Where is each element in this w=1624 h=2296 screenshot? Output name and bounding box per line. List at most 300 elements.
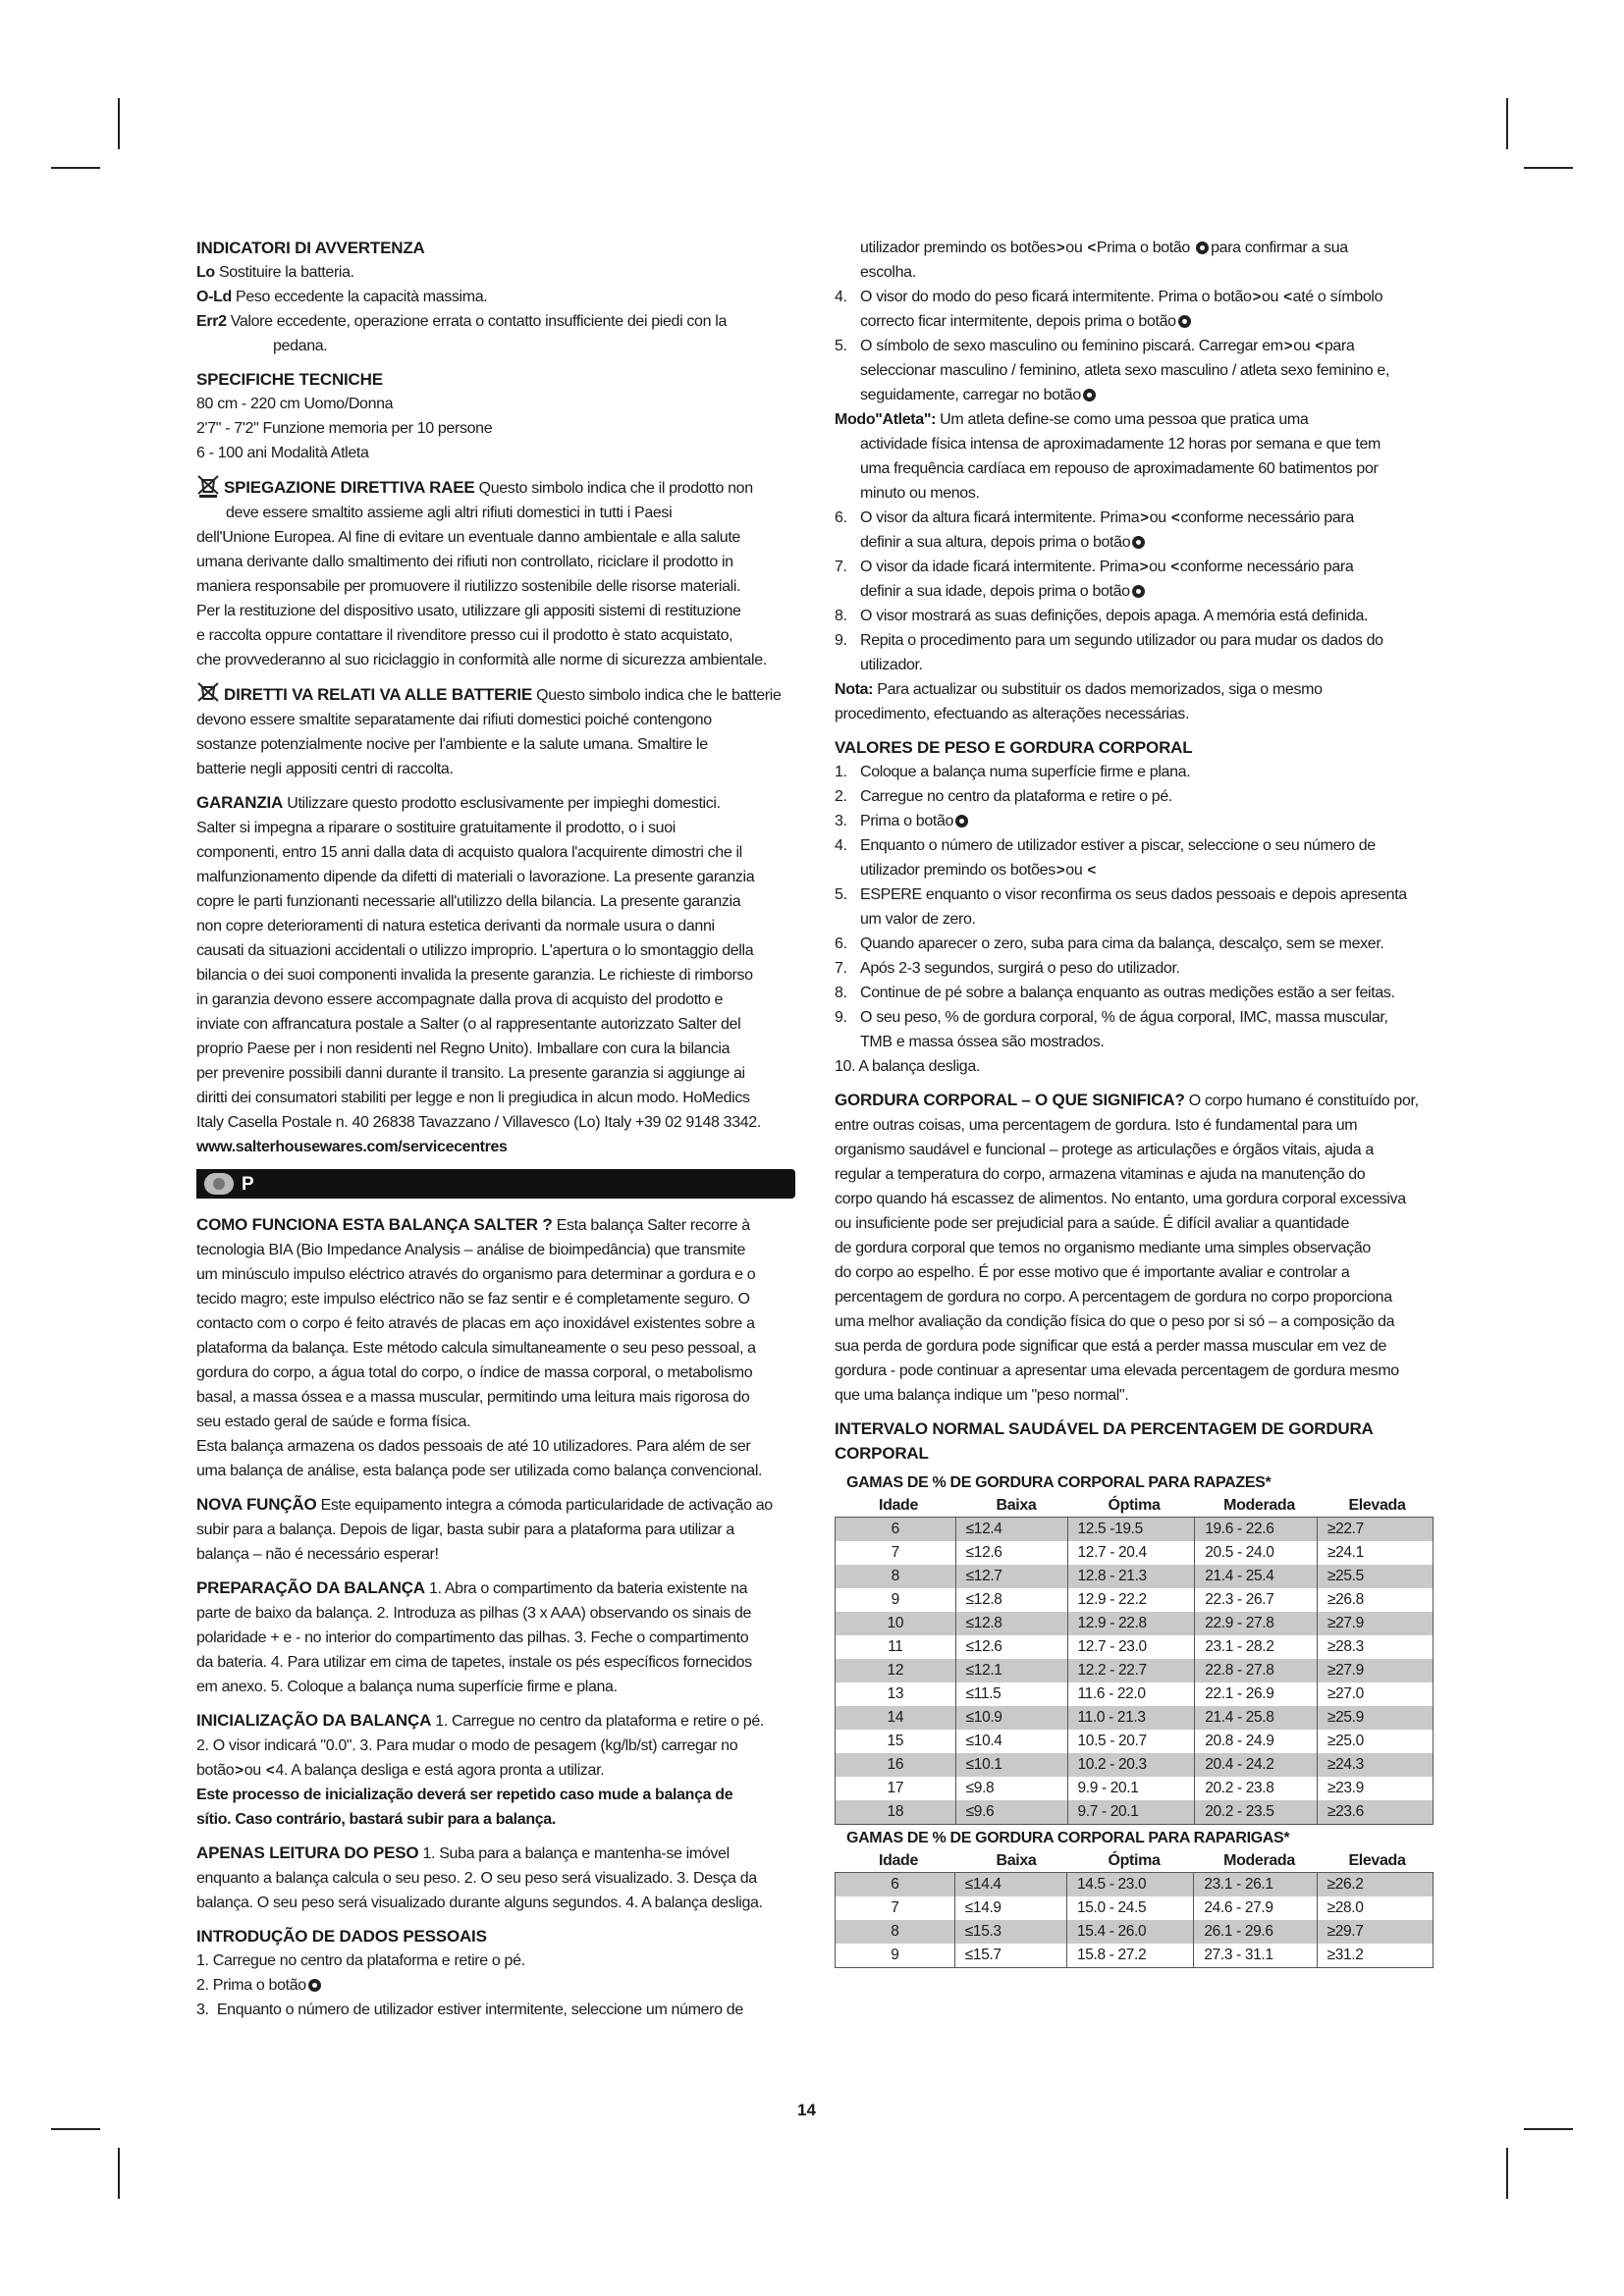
table-cell: ≤10.4 [955, 1730, 1067, 1753]
section-title: SPECIFICHE TECNICHE [196, 370, 383, 389]
text-line: subir para a balança. Depois de ligar, basta subir para a plataforma para utilizar a [196, 1522, 734, 1538]
table-cell: 9.9 - 20.1 [1067, 1777, 1195, 1800]
table-row [836, 1588, 1434, 1612]
left-arrow-icon: < [1170, 509, 1180, 526]
text-line [196, 1841, 795, 1866]
text-line [860, 309, 1434, 334]
right-column [835, 236, 1434, 1968]
spec-line: 80 cm - 220 cm Uomo/Donna [196, 396, 394, 412]
table-cell: 11.6 - 22.0 [1067, 1682, 1195, 1706]
list-item [835, 285, 1434, 334]
table-cell: ≤9.6 [955, 1800, 1067, 1825]
section-title: NOVA FUNÇÃO [196, 1495, 317, 1514]
text-line: seleccionar masculino / feminino, atleta sexo masculino / atleta sexo feminino e, [860, 362, 1390, 379]
section-title: GORDURA CORPORAL – O QUE SIGNIFICA? [835, 1091, 1185, 1109]
item-number: 2. [835, 788, 847, 805]
column-header: Idade [878, 1852, 919, 1869]
section-title: SPIEGAZIONE DIRETTIVA RAEE [224, 478, 475, 497]
flag-icon [204, 1173, 234, 1195]
text-fragment: Para actualizar ou substituir os dados memorizados, siga o mesmo [877, 681, 1323, 698]
text-line: ou insuficiente pode ser prejudicial para a saúde. É difícil avaliar a quantidade [835, 1215, 1350, 1232]
text-line [860, 858, 1434, 882]
warning-code: Lo [196, 264, 215, 281]
table-cell: 24.6 - 27.9 [1194, 1896, 1317, 1920]
text-line: gordura - pode continuar a apresentar uma elevada percentagem de gordura mesmo [835, 1362, 1399, 1379]
text-line: O seu peso, % de gordura corporal, % de água corporal, IMC, massa muscular, [860, 1009, 1388, 1026]
text-line: minuto ou menos. [860, 485, 980, 502]
text-fragment: conforme necessário para [1179, 559, 1354, 575]
list-item [835, 956, 1434, 981]
text-line: Questo simbolo indica che il prodotto non [478, 480, 753, 497]
list-item [835, 1054, 1434, 1079]
table-cell: 20.2 - 23.8 [1195, 1777, 1318, 1800]
left-arrow-icon: < [1087, 862, 1096, 879]
text-line [860, 809, 1434, 833]
text-line [860, 506, 1434, 530]
crossed-bin-icon [196, 681, 222, 705]
right-arrow-icon: > [235, 1762, 244, 1779]
table-cell: 7 [836, 1896, 955, 1920]
text-line: escolha. [860, 264, 916, 281]
table-cell: 26.1 - 29.6 [1194, 1920, 1317, 1944]
text-line: malfunzionamento dipende da difetti di materiali o lavorazione. La presente garanzia [196, 869, 755, 885]
table-cell: ≥28.0 [1317, 1896, 1433, 1920]
table-cell: ≤12.7 [955, 1565, 1067, 1588]
column-header: Idade [878, 1497, 919, 1514]
battery-first-line [196, 681, 795, 708]
list-item [835, 628, 1434, 677]
warning-text: Peso eccedente la capacità massima. [236, 289, 488, 305]
text-line: diritti dei consumatori stabiliti per legge e non li pregiudica in alcun modo. HoMedics [196, 1090, 750, 1106]
warning-item [196, 260, 795, 285]
crop-mark [118, 2148, 120, 2199]
table-cell: ≥28.3 [1317, 1635, 1433, 1659]
text-line: entre outras coisas, uma percentagem de gordura. Isto é fundamental para um [835, 1117, 1358, 1134]
table-cell: 22.9 - 27.8 [1195, 1612, 1318, 1635]
section-title: DIRETTI VA RELATI VA ALLE BATTERIE [224, 685, 532, 704]
table-cell: ≥24.3 [1317, 1753, 1433, 1777]
crop-mark [1524, 2128, 1573, 2130]
list-item [835, 981, 1434, 1005]
text-line: che provvederanno al suo riciclaggio in conformità alle norme di sicurezza ambientale. [196, 652, 767, 668]
column-header: Elevada [1348, 1497, 1406, 1514]
table-cell: 11 [836, 1635, 956, 1659]
text-line: corpo quando há escassez de alimentos. No entanto, uma gordura corporal excessiva [835, 1191, 1406, 1207]
table-cell: ≤14.9 [954, 1896, 1066, 1920]
column-header: Elevada [1348, 1852, 1406, 1869]
warning-code: Err2 [196, 313, 227, 330]
text-fragment: ou [1065, 862, 1083, 879]
table-cell: ≤10.1 [955, 1753, 1067, 1777]
table-row [836, 1873, 1434, 1897]
text-line: copre le parti funzionanti necessarie all'utilizzo della bilancia. La presente garanzia [196, 893, 741, 910]
text-line: bilancia o dei suoi componenti invalida la presente garanzia. Le richieste di rimborso [196, 967, 753, 984]
text-line: do corpo ao espelho. É por esse motivo que é importante avaliar e controlar a [835, 1264, 1350, 1281]
table-row [836, 1659, 1434, 1682]
text-line: 1. Suba para a balança e mantenha-se imóvel [422, 1845, 730, 1862]
text-fragment: Prima o botão [1096, 240, 1190, 256]
table-cell: ≥31.2 [1317, 1944, 1433, 1968]
table-cell: 18 [836, 1800, 956, 1825]
text-line: em anexo. 5. Coloque a balança numa superfície firme e plana. [196, 1679, 618, 1695]
item-number: 3. [196, 2002, 209, 2018]
body-fat-meaning-section [835, 1088, 1434, 1408]
service-url[interactable]: www.salterhousewares.com/servicecentres [196, 1139, 508, 1155]
text-line: plataforma da balança. Este método calcula simultaneamente o seu peso pessoal, a [196, 1340, 756, 1357]
item-number: 5. [835, 886, 847, 903]
section-title: VALORES DE PESO E GORDURA CORPORAL [835, 738, 1193, 757]
table-cell: 21.4 - 25.8 [1195, 1706, 1318, 1730]
text-line: Utilizzare questo prodotto esclusivamente per impieghi domestici. [287, 795, 721, 812]
table-row [836, 1730, 1434, 1753]
item-number: 1. [196, 1952, 209, 1969]
text-line: causati da situazioni accidentali o utilizzo improprio. L'apertura o lo smontaggio della [196, 942, 754, 959]
item-number: 9. [835, 1009, 847, 1026]
bold-note: Este processo de inicialização deverá ser repetido caso mude a balança de [196, 1787, 733, 1803]
battery-section [196, 681, 795, 781]
column-header: Moderada [1223, 1852, 1295, 1869]
section-title: GARANZIA [196, 793, 284, 812]
weee-first-line [196, 474, 795, 501]
text-line: O visor mostrará as suas definições, depois apaga. A memória está definida. [860, 608, 1369, 624]
text-line [835, 677, 1434, 702]
text-line: que uma balança indique um "peso normal". [835, 1387, 1129, 1404]
warning-text-cont: pedana. [273, 338, 328, 354]
set-button-icon [1196, 241, 1209, 254]
left-arrow-icon: < [1315, 338, 1324, 354]
text-line: ESPERE enquanto o visor reconfirma os seus dados pessoais e depois apresenta [860, 886, 1407, 903]
section-title: INTRODUÇÃO DE DADOS PESSOAIS [196, 1927, 487, 1946]
table-cell: 12.5 -19.5 [1067, 1518, 1195, 1542]
text-fragment: ou [1293, 338, 1311, 354]
table-caption: GAMAS DE % DE GORDURA CORPORAL PARA RAPARIGAS* [846, 1830, 1290, 1846]
list-item [196, 1973, 795, 1998]
text-fragment: O visor da idade ficará intermitente. Prima [860, 559, 1139, 575]
right-arrow-icon: > [1056, 240, 1065, 256]
text-line [196, 1575, 795, 1601]
text-line: de gordura corporal que temos no organismo mediante uma simples observação [835, 1240, 1371, 1256]
text-fragment: correcto ficar intermitente, depois prima o botão [860, 313, 1176, 330]
text-line: componenti, entro 15 anni dalla data di acquisto qualora l'acquirente dimostri che il [196, 844, 742, 861]
set-button-icon [1178, 315, 1191, 328]
text-fragment: para [1324, 338, 1355, 354]
text-line: polaridade + e - no interior do compartimento das pilhas. 3. Feche o compartimento [196, 1629, 749, 1646]
table-row [836, 1777, 1434, 1800]
table-cell: ≤12.8 [955, 1588, 1067, 1612]
warning-item [196, 285, 795, 309]
text-line: Carregue no centro da plataforma e retire o pé. [860, 788, 1172, 805]
list-item [835, 784, 1434, 809]
table-cell: ≤9.8 [955, 1777, 1067, 1800]
text-line: uma melhor avaliação da condição física do que o peso por si só – a composição da [835, 1313, 1395, 1330]
text-line: Repita o procedimento para um segundo utilizador ou para mudar os dados do [860, 632, 1383, 649]
table-cell: ≤12.8 [955, 1612, 1067, 1635]
text-line [196, 1708, 795, 1734]
text-line [835, 1088, 1434, 1113]
left-arrow-icon: < [265, 1762, 275, 1779]
item-number: 6. [835, 509, 847, 526]
text-line: Esta balança Salter recorre à [556, 1217, 750, 1234]
table-cell: ≤10.9 [955, 1706, 1067, 1730]
list-item [835, 334, 1434, 407]
text-line [860, 285, 1434, 309]
text-fragment: A balança desliga. [858, 1058, 980, 1075]
crop-mark [1506, 98, 1508, 149]
weee-section [196, 474, 795, 672]
table-cell: 20.2 - 23.5 [1195, 1800, 1318, 1825]
table-cell: ≤11.5 [955, 1682, 1067, 1706]
text-line [196, 1492, 795, 1518]
column-header: Moderada [1223, 1497, 1295, 1514]
crossed-bin-icon [196, 474, 222, 498]
table-cell: ≤12.6 [955, 1541, 1067, 1565]
range-table-title: INTERVALO NORMAL SAUDÁVEL DA PERCENTAGEM DE GORDURA CORPORAL [835, 1419, 1373, 1463]
text-line: Este equipamento integra a cómoda particularidade de activação ao [320, 1497, 773, 1514]
spec-line: 6 - 100 ani Modalità Atleta [196, 445, 369, 461]
text-line [860, 334, 1434, 358]
girls-fat-table [835, 1872, 1434, 1968]
text-line: 1. Carregue no centro da plataforma e retire o pé. [435, 1713, 764, 1730]
table-row [836, 1518, 1434, 1542]
text-line: Após 2-3 segundos, surgirá o peso do utilizador. [860, 960, 1180, 977]
boys-fat-table [835, 1517, 1434, 1825]
text-line: seu estado geral de saúde e forma física. [196, 1414, 471, 1430]
table-cell: 9 [836, 1944, 955, 1968]
text-line: dell'Unione Europea. Al fine di evitare un eventuale danno ambientale e alla salute [196, 529, 740, 546]
item-number: 6. [835, 935, 847, 952]
warning-text: Valore eccedente, operazione errata o contatto insufficiente dei piedi con la [230, 313, 727, 330]
list-item [835, 604, 1434, 628]
table-cell: 12.9 - 22.2 [1067, 1588, 1195, 1612]
page-number: 14 [797, 2101, 816, 2119]
text-line: balança. O seu peso será visualizado durante alguns segundos. 4. A balança desliga. [196, 1895, 763, 1911]
list-item [835, 932, 1434, 956]
table-cell: 22.1 - 26.9 [1195, 1682, 1318, 1706]
table-cell: 23.1 - 26.1 [1194, 1873, 1317, 1897]
item-number: 7. [835, 559, 847, 575]
text-line: tecido magro; este impulso eléctrico não se faz sentir e é completamente seguro. O [196, 1291, 750, 1308]
table-cell: ≤12.1 [955, 1659, 1067, 1682]
right-arrow-icon: > [1283, 338, 1293, 354]
table-cell: 6 [836, 1873, 955, 1897]
new-feature-section [196, 1492, 795, 1567]
text-fragment: ou [1065, 240, 1083, 256]
text-line: gordura do corpo, a água total do corpo, o índice de massa corporal, o metabolismo [196, 1364, 753, 1381]
specs-section [196, 367, 795, 465]
table-cell: 20.5 - 24.0 [1195, 1541, 1318, 1565]
text-line: actividade física intensa de aproximadamente 12 horas por semana e que tem [860, 436, 1380, 453]
table-cell: 9.7 - 20.1 [1067, 1800, 1195, 1825]
table-cell: 19.6 - 22.6 [1195, 1518, 1318, 1542]
set-button-icon [308, 1979, 321, 1992]
language-banner [196, 1169, 795, 1199]
table-cell: 12.2 - 22.7 [1067, 1659, 1195, 1682]
weight-fat-values-section [835, 735, 1434, 1079]
text-fragment: botão [196, 1762, 235, 1779]
text-line: percentagem de gordura no corpo. A percentagem de gordura no corpo proporciona [835, 1289, 1392, 1306]
text-line [860, 530, 1434, 555]
list-item [835, 882, 1434, 932]
language-code: P [242, 1174, 254, 1195]
table-cell: 13 [836, 1682, 956, 1706]
text-fragment: utilizador premindo os botões [860, 240, 1056, 256]
text-line: non copre deterioramenti di natura estetica derivanti da normale usura o danni [196, 918, 715, 934]
table-cell: ≥25.0 [1317, 1730, 1433, 1753]
initialization-section [196, 1708, 795, 1832]
table-cell: ≥24.1 [1317, 1541, 1433, 1565]
table-row [836, 1565, 1434, 1588]
text-line: uma balança de análise, esta balança pode ser utilizada como balança convencional. [196, 1463, 763, 1479]
table-row [836, 1920, 1434, 1944]
table-cell: 12.9 - 22.8 [1067, 1612, 1195, 1635]
text-fragment: O visor do modo do peso ficará intermitente. Prima o botão [860, 289, 1252, 305]
right-arrow-icon: > [1139, 559, 1149, 575]
table-caption: GAMAS DE % DE GORDURA CORPORAL PARA RAPAZES* [846, 1474, 1272, 1491]
text-fragment: ou [1149, 509, 1166, 526]
item-number: 2. [196, 1977, 209, 1994]
table-cell: 12.7 - 23.0 [1067, 1635, 1195, 1659]
table-cell: ≥29.7 [1317, 1920, 1433, 1944]
table-cell: 12 [836, 1659, 956, 1682]
text-line: Per la restituzione del dispositivo usato, utilizzare gli appositi sistemi di restituzione [196, 603, 741, 619]
text-line: parte de baixo da balança. 2. Introduza as pilhas (3 x AAA) observando os sinais de [196, 1605, 752, 1622]
warning-indicators-section [196, 236, 795, 358]
table-cell: 23.1 - 28.2 [1195, 1635, 1318, 1659]
section-title: INDICATORI DI AVVERTENZA [196, 239, 425, 257]
item-number: 4. [835, 837, 847, 854]
text-fragment: Prima o botão [860, 813, 954, 829]
text-line: maniera responsabile per promuovere il riutilizzo sostenibile delle risorse materiali. [196, 578, 741, 595]
table-cell: 20.8 - 24.9 [1195, 1730, 1318, 1753]
table-cell: ≥27.9 [1317, 1659, 1433, 1682]
text-line: 2. O visor indicará "0.0". 3. Para mudar o modo de pesagem (kg/lb/st) carregar no [196, 1737, 738, 1754]
warning-text: Sostituire la batteria. [218, 264, 354, 281]
table-row [836, 1612, 1434, 1635]
table-row [836, 1800, 1434, 1825]
table-cell: 8 [836, 1920, 955, 1944]
table-cell: 12.8 - 21.3 [1067, 1565, 1195, 1588]
text-line: per prevenire possibili danni durante il transito. La presente garanzia si aggiunge ai [196, 1065, 745, 1082]
table-cell: ≥26.8 [1317, 1588, 1433, 1612]
warning-code: O-Ld [196, 289, 232, 305]
text-line: Enquanto o número de utilizador estiver a piscar, seleccione o seu número de [860, 837, 1376, 854]
list-item [196, 1998, 795, 2022]
table-cell: ≥25.5 [1317, 1565, 1433, 1588]
item-text: Prima o botão [212, 1977, 306, 1994]
table-row [836, 1896, 1434, 1920]
left-arrow-icon: < [1283, 289, 1292, 305]
section-title: APENAS LEITURA DO PESO [196, 1843, 419, 1862]
section-title: INICIALIZAÇÃO DA BALANÇA [196, 1711, 432, 1730]
text-line: enquanto a balança calcula o seu peso. 2. O seu peso será visualizado. 3. Desça da [196, 1870, 757, 1887]
table-cell: 15.4 - 26.0 [1067, 1920, 1194, 1944]
text-fragment: para confirmar a sua [1211, 240, 1348, 256]
list-item [835, 1005, 1434, 1054]
crop-mark [51, 167, 100, 169]
table-cell: 20.4 - 24.2 [1195, 1753, 1318, 1777]
item-number: 1. [835, 764, 847, 780]
text-line: contacto com o corpo é feito através de placas em aço inoxidável existentes sobre a [196, 1315, 755, 1332]
column-header: Óptima [1108, 1852, 1161, 1869]
table-header [835, 1850, 1434, 1872]
table-cell: ≤15.7 [954, 1944, 1066, 1968]
table-row [836, 1753, 1434, 1777]
item-number: 8. [835, 608, 847, 624]
text-line: Questo simbolo indica che le batterie [536, 687, 782, 704]
warranty-section [196, 790, 795, 1159]
table-cell: 8 [836, 1565, 956, 1588]
table-cell: 7 [836, 1541, 956, 1565]
text-fragment: ou [1149, 559, 1166, 575]
text-line: balança – não é necessário esperar! [196, 1546, 439, 1563]
text-fragment: O corpo humano é constituído por, [1188, 1093, 1419, 1109]
list-item [835, 809, 1434, 833]
table-cell: 12.7 - 20.4 [1067, 1541, 1195, 1565]
table-header [835, 1495, 1434, 1517]
left-arrow-icon: < [1170, 559, 1179, 575]
item-number: 4. [835, 289, 847, 305]
girls-table-block [835, 1827, 1434, 1968]
item-number: 7. [835, 960, 847, 977]
text-line: TMB e massa óssea são mostrados. [860, 1034, 1105, 1050]
table-cell: ≤14.4 [954, 1873, 1066, 1897]
personal-data-section [196, 1924, 795, 2022]
column-header: Óptima [1108, 1497, 1161, 1514]
text-line [196, 790, 795, 816]
table-row [836, 1944, 1434, 1968]
bold-note: sítio. Caso contrário, bastará subir para a balança. [196, 1811, 556, 1828]
text-line: regular a temperatura do corpo, armazena vitaminas e ajuda na manutenção do [835, 1166, 1366, 1183]
item-text: Enquanto o número de utilizador estiver intermitente, seleccione um número de [216, 2002, 743, 2018]
table-cell: ≤12.4 [955, 1518, 1067, 1542]
right-arrow-icon: > [1252, 289, 1261, 305]
text-line: sua perda de gordura pode significar que está a perder massa muscular em vez de [835, 1338, 1387, 1355]
item-number: 10. [835, 1058, 856, 1075]
table-row [836, 1541, 1434, 1565]
text-line: da bateria. 4. Para utilizar em cima de tapetes, instale os pés específicos fornecidos [196, 1654, 752, 1671]
table-cell: ≥27.0 [1317, 1682, 1433, 1706]
table-cell: ≥23.9 [1317, 1777, 1433, 1800]
text-line: 1. Abra o compartimento da bateria existente na [428, 1580, 748, 1597]
crop-mark [51, 2128, 100, 2130]
text-line: Esta balança armazena os dados pessoais de até 10 utilizadores. Para além de ser [196, 1438, 751, 1455]
table-cell: 9 [836, 1588, 956, 1612]
text-line: um minúsculo impulso eléctrico através do organismo para determinar a gordura e o [196, 1266, 756, 1283]
text-line: uma frequência cardíaca em repouso de aproximadamente 60 batimentos por [860, 460, 1379, 477]
crop-mark [1524, 167, 1573, 169]
table-cell: ≥22.7 [1317, 1518, 1433, 1542]
table-cell: ≥27.9 [1317, 1612, 1433, 1635]
item-number: 9. [835, 632, 847, 649]
left-arrow-icon: < [1087, 240, 1096, 256]
text-line: Quando aparecer o zero, suba para cima da balança, descalço, sem se mexer. [860, 935, 1384, 952]
table-cell: 14.5 - 23.0 [1067, 1873, 1194, 1897]
athlete-label: Modo"Atleta": [835, 411, 937, 428]
text-fragment: conforme necessário para [1180, 509, 1354, 526]
text-line: devono essere smaltite separatamente dai rifiuti domestici poiché contengono [196, 712, 712, 728]
item-text: Carregue no centro da plataforma e retire o pé. [212, 1952, 525, 1969]
section-title: COMO FUNCIONA ESTA BALANÇA SALTER ? [196, 1215, 553, 1234]
text-line [860, 579, 1434, 604]
text-line: inviate con affrancatura postale a Salter (o al rappresentante autorizzato Salter del [196, 1016, 741, 1033]
table-row [836, 1635, 1434, 1659]
warning-item [196, 309, 795, 334]
table-cell: 15 [836, 1730, 956, 1753]
text-fragment: ou [244, 1762, 261, 1779]
table-cell: ≤15.3 [954, 1920, 1066, 1944]
personal-data-continued [835, 236, 1434, 726]
text-line: um valor de zero. [860, 911, 976, 928]
